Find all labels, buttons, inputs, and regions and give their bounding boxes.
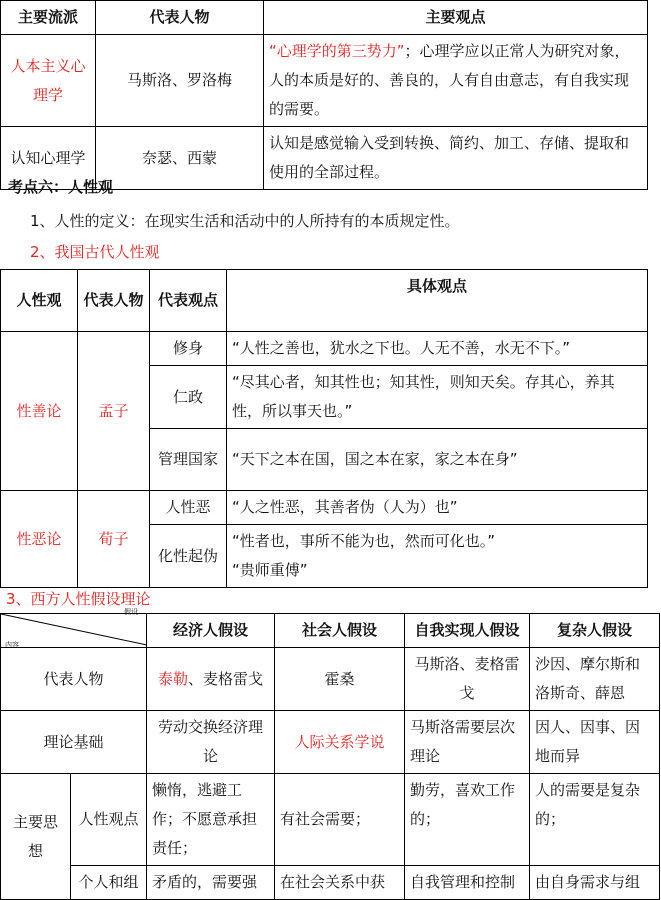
- theory-detail: “尽其心者，知其性也；知其性，则知天矣。存其心，养其性，所以事天也。”: [227, 366, 648, 429]
- corner-bottom-label: 内容: [5, 641, 19, 649]
- header-economic: 经济人假设: [147, 614, 275, 648]
- school-view: 认知是感觉输入受到转换、简约、加工、存储、提取和使用的全部过程。: [264, 127, 648, 190]
- org-social: 在社会关系中获: [275, 866, 405, 900]
- header-school: 主要流派: [1, 1, 96, 35]
- table-row: [1, 491, 648, 525]
- basis-complex: 因人、因事、因地而异: [530, 711, 660, 774]
- theory-name: 性恶论: [1, 491, 78, 588]
- western-hypothesis-table: [0, 608, 660, 900]
- table-row: [1, 774, 660, 866]
- row-label-basis: 理论基础: [1, 711, 147, 774]
- basis-social: 人际关系学说: [275, 711, 405, 774]
- theory-point: 人性恶: [150, 491, 227, 525]
- row-label-org: 个人和组: [71, 866, 147, 900]
- header-theory: 人性观: [1, 270, 78, 332]
- rep-economic-rest: 、麦格雷戈: [188, 669, 264, 688]
- subsection-title-china: 2、我国古代人性观: [30, 243, 160, 261]
- nature-complex: 人的需要是复杂的；: [530, 774, 660, 866]
- theory-person: 荀子: [78, 491, 150, 588]
- chinese-nature-header: [1, 270, 648, 332]
- rep-economic: [147, 648, 275, 711]
- header-social: 社会人假设: [275, 614, 405, 648]
- nature-social: 有社会需要；: [275, 774, 405, 866]
- school-name: 人本主义心理学: [1, 35, 96, 127]
- theory-detail: “人性之善也，犹水之下也。人无不善，水无不下。”: [227, 332, 648, 366]
- theory-point: 仁政: [150, 366, 227, 429]
- row-label-rep: 代表人物: [1, 648, 147, 711]
- nature-self: 勤劳，喜欢工作的；: [405, 774, 530, 866]
- theory-detail-line: “贵师重傅”: [232, 561, 308, 579]
- header-people: 代表人物: [96, 1, 264, 35]
- diagonal-line: [1, 614, 147, 645]
- theory-person: 孟子: [78, 332, 150, 491]
- theory-point: 化性起伪: [150, 525, 227, 588]
- section-title: 考点六：人性观: [8, 178, 114, 196]
- header-point: 代表观点: [150, 270, 227, 332]
- table-row: [1, 332, 648, 366]
- table-row: [1, 648, 660, 711]
- row-label-nature: 人性观点: [71, 774, 147, 866]
- theory-detail: “人之性恶，其善者伪（人为）也”: [227, 491, 648, 525]
- rep-complex: 沙因、摩尔斯和洛斯奇、薛恩: [530, 648, 660, 711]
- school-view-text: ；心理学应以正常人为研究对象，人的本质是好的、善良的，人有自由意志，有自我实现的需要。: [269, 42, 630, 118]
- header-complex: 复杂人假设: [530, 614, 660, 648]
- rep-economic-red: 泰勒: [157, 669, 188, 688]
- school-people: 奈瑟、西蒙: [96, 127, 264, 190]
- theory-name: 性善论: [1, 332, 78, 491]
- rep-self: 马斯洛、麦格雷戈: [405, 648, 530, 711]
- school-view: [264, 35, 648, 127]
- subsection-title-west: 3、西方人性假设理论: [6, 590, 151, 608]
- school-people: 马斯洛、罗洛梅: [96, 35, 264, 127]
- school-table-header: [1, 1, 648, 35]
- header-view: 主要观点: [264, 1, 648, 35]
- row-label-main: 主要思想: [1, 774, 71, 900]
- school-table: [0, 0, 648, 190]
- org-self: 自我管理和控制: [405, 866, 530, 900]
- table-row: [1, 35, 648, 127]
- theory-detail: [227, 525, 648, 588]
- corner-top-label: 假设: [124, 608, 138, 616]
- theory-point: 管理国家: [150, 429, 227, 491]
- theory-detail-line: “性者也，事所不能为也，然而可化也。”: [232, 532, 496, 550]
- basis-self: 马斯洛需要层次理论: [405, 711, 530, 774]
- header-person: 代表人物: [78, 270, 150, 332]
- chinese-nature-table: [0, 269, 648, 588]
- table-row: [1, 866, 660, 900]
- basis-economic: 劳动交换经济理论: [147, 711, 275, 774]
- table-row: [1, 711, 660, 774]
- header-detail: 具体观点: [227, 270, 648, 332]
- rep-social: 霍桑: [275, 648, 405, 711]
- header-self: 自我实现人假设: [405, 614, 530, 648]
- definition-text: 1、人性的定义：在现实生活和活动中的人所持有的本质规定性。: [30, 212, 460, 230]
- theory-point: 修身: [150, 332, 227, 366]
- school-view-quote: “心理学的第三势力”: [269, 42, 405, 60]
- nature-economic: 懒惰，逃避工作；不愿意承担责任；: [147, 774, 275, 866]
- western-header: [1, 614, 660, 648]
- diagonal-header-cell: [1, 608, 147, 649]
- org-economic: 矛盾的，需要强: [147, 866, 275, 900]
- school-name: 认知心理学: [1, 127, 96, 190]
- theory-detail: “天下之本在国，国之本在家，家之本在身”: [227, 429, 648, 491]
- org-complex: 由自身需求与组: [530, 866, 660, 900]
